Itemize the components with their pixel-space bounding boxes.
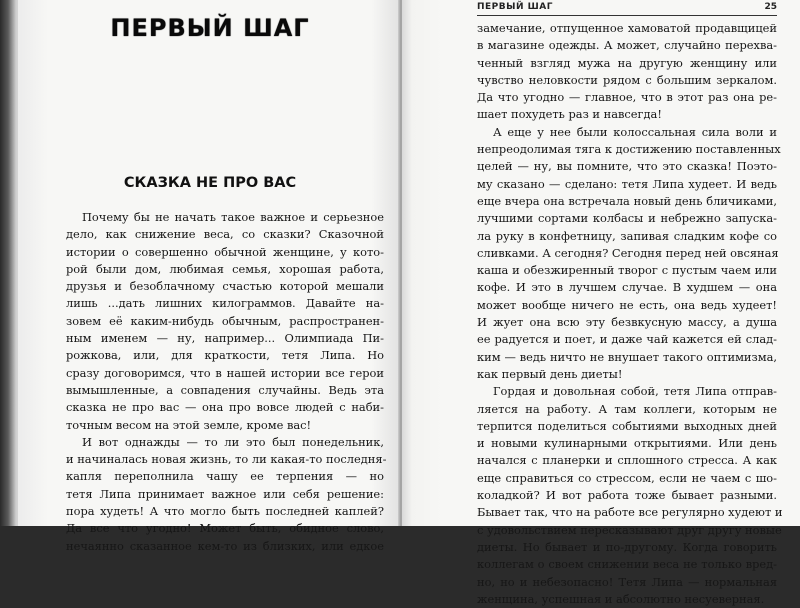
text-line: му сказано — сделано: тетя Липа худеет. И ведь	[477, 176, 777, 191]
left-page	[18, 0, 402, 553]
text-line: шает похудеть раз и навсегда!	[477, 107, 662, 122]
text-line: И вот однажды — то ли это был понедельник,	[82, 434, 384, 449]
text-line: но, но и небезопасно! Тетя Липа — нормальная	[477, 574, 777, 589]
text-line: Бывает так, что на работе все регулярно худеют и	[477, 505, 783, 520]
text-line: сливками. А сегодня? Сегодня перед ней овсяная	[477, 245, 779, 260]
text-line: в магазине одежды. А может, случайно перехва-	[477, 38, 777, 53]
text-line: друзья и безоблачному счастью которой мешали	[66, 279, 384, 294]
text-line: дело, как снижение веса, со сказки? Сказочной	[66, 227, 384, 242]
text-line: ла руку в конфетницу, запивая сладким кофе со	[477, 228, 777, 243]
text-line: Почему бы не начать такое важное и серьезное	[82, 210, 384, 224]
text-line: истории о совершенно обычной женщине, у кото-	[66, 244, 384, 259]
text-line: замечание, отпущенное хамоватой продавщицей	[477, 21, 777, 35]
text-line: точным весом на этой земле, кроме вас!	[66, 417, 312, 432]
section-title: СКАЗКА НЕ ПРО ВАС	[123, 175, 297, 191]
text-line: терпится поделиться событиями выходных дней	[477, 418, 777, 433]
right-page	[402, 0, 800, 606]
text-line: капля переполнила чашу ее терпения — но	[66, 469, 384, 484]
text-line: А еще у нее были колоссальная сила воли и	[493, 124, 777, 139]
text-line: ным именем — ну, например... Олимпиада Пи-	[66, 331, 384, 346]
text-line: лишь ...дать лишних килограммов. Давайте на-	[66, 296, 384, 311]
text-line: еще вчера она встречала новый день бличиками,	[477, 193, 777, 208]
text-line: может вообще ничего не есть, она ведь худеет!	[477, 297, 777, 312]
running-head-title: ПЕРВЫЙ ШАГ	[477, 2, 553, 12]
text-line: чувство неловкости рядом с большим зеркалом.	[477, 72, 777, 87]
text-line: сразу договоримся, что в нашей истории все герои	[66, 365, 384, 380]
text-line: как первый день диеты!	[477, 366, 623, 381]
text-line: и начиналась новая жизнь, то ли какая-то последня-	[66, 452, 387, 467]
text-line: рой были дом, любимая семья, хорошая работа,	[66, 261, 384, 276]
text-line: тетя Липа принимает важное или себя решение:	[66, 486, 384, 501]
text-line: диеты. Но бывает и по-другому. Когда говорить	[477, 539, 777, 554]
text-line: непреодолимая тяга к достижению поставленных	[477, 142, 781, 157]
text-line: коладкой? И вот работа тоже бывает разными.	[477, 488, 777, 503]
text-line: коллегам о своем снижении веса не только вред-	[477, 557, 777, 572]
text-line: ляется на работу. А там коллеги, которым не	[477, 401, 777, 416]
left-page-body	[66, 209, 387, 555]
text-line: целей — ну, вы помните, что это сказка! Поэто-	[477, 159, 777, 174]
text-line: нечаянно сказанное кем-то из близких, или едкое	[66, 538, 384, 553]
text-line: пора худеть! А что могло быть последней каплей?	[66, 504, 384, 519]
text-line: Да все что угодно! Может быть, обидное слово,	[66, 521, 384, 536]
text-line: И жует она всю эту безвкусную массу, а душа	[477, 315, 777, 330]
text-line: вымышленные, а совпадения случайны. Ведь эта	[66, 382, 384, 397]
text-line: зовем её каким-нибудь обычным, распространен-	[66, 313, 384, 328]
right-page-body	[477, 20, 783, 608]
running-head	[477, 0, 777, 16]
page-number: 25	[764, 2, 777, 12]
chapter-title: ПЕРВЫЙ ШАГ	[110, 14, 310, 42]
text-line: ее радуется и поет, и даже чай кажется ей слад-	[477, 332, 777, 347]
text-line: и новыми кулинарными открытиями. Или день	[477, 436, 777, 451]
text-line: лучшими сортами колбасы и небрежно запуска-	[477, 211, 777, 226]
text-line: каша и обезжиренный творог с пустым чаем или	[477, 263, 777, 278]
text-line: еще справиться со стрессом, если не чаем с шо-	[477, 470, 777, 485]
text-line: ченный взгляд мужа на другую женщину или	[477, 55, 777, 70]
text-line: рожкова, или, для краткости, тетя Липа. Но	[66, 348, 384, 363]
text-line: начался с планерки и сплошного стресса. А как	[477, 453, 777, 468]
text-line: кофе. И это в лучшем случае. В худшем — она	[477, 280, 777, 295]
text-line: Да что угодно — главное, что в этот раз она ре-	[477, 90, 777, 105]
text-line: с удовольствием пересказывают друг другу новые	[477, 522, 782, 537]
text-line: женщина, успешная и абсолютно несуеверная.	[477, 591, 765, 606]
text-line: ким — ведь ничто не внушает такого оптимизма,	[477, 349, 777, 364]
text-line: Гордая и довольная собой, тетя Липа отправ-	[493, 384, 777, 399]
text-line: сказка не про вас — она про вовсе людей с наби-	[66, 400, 384, 415]
